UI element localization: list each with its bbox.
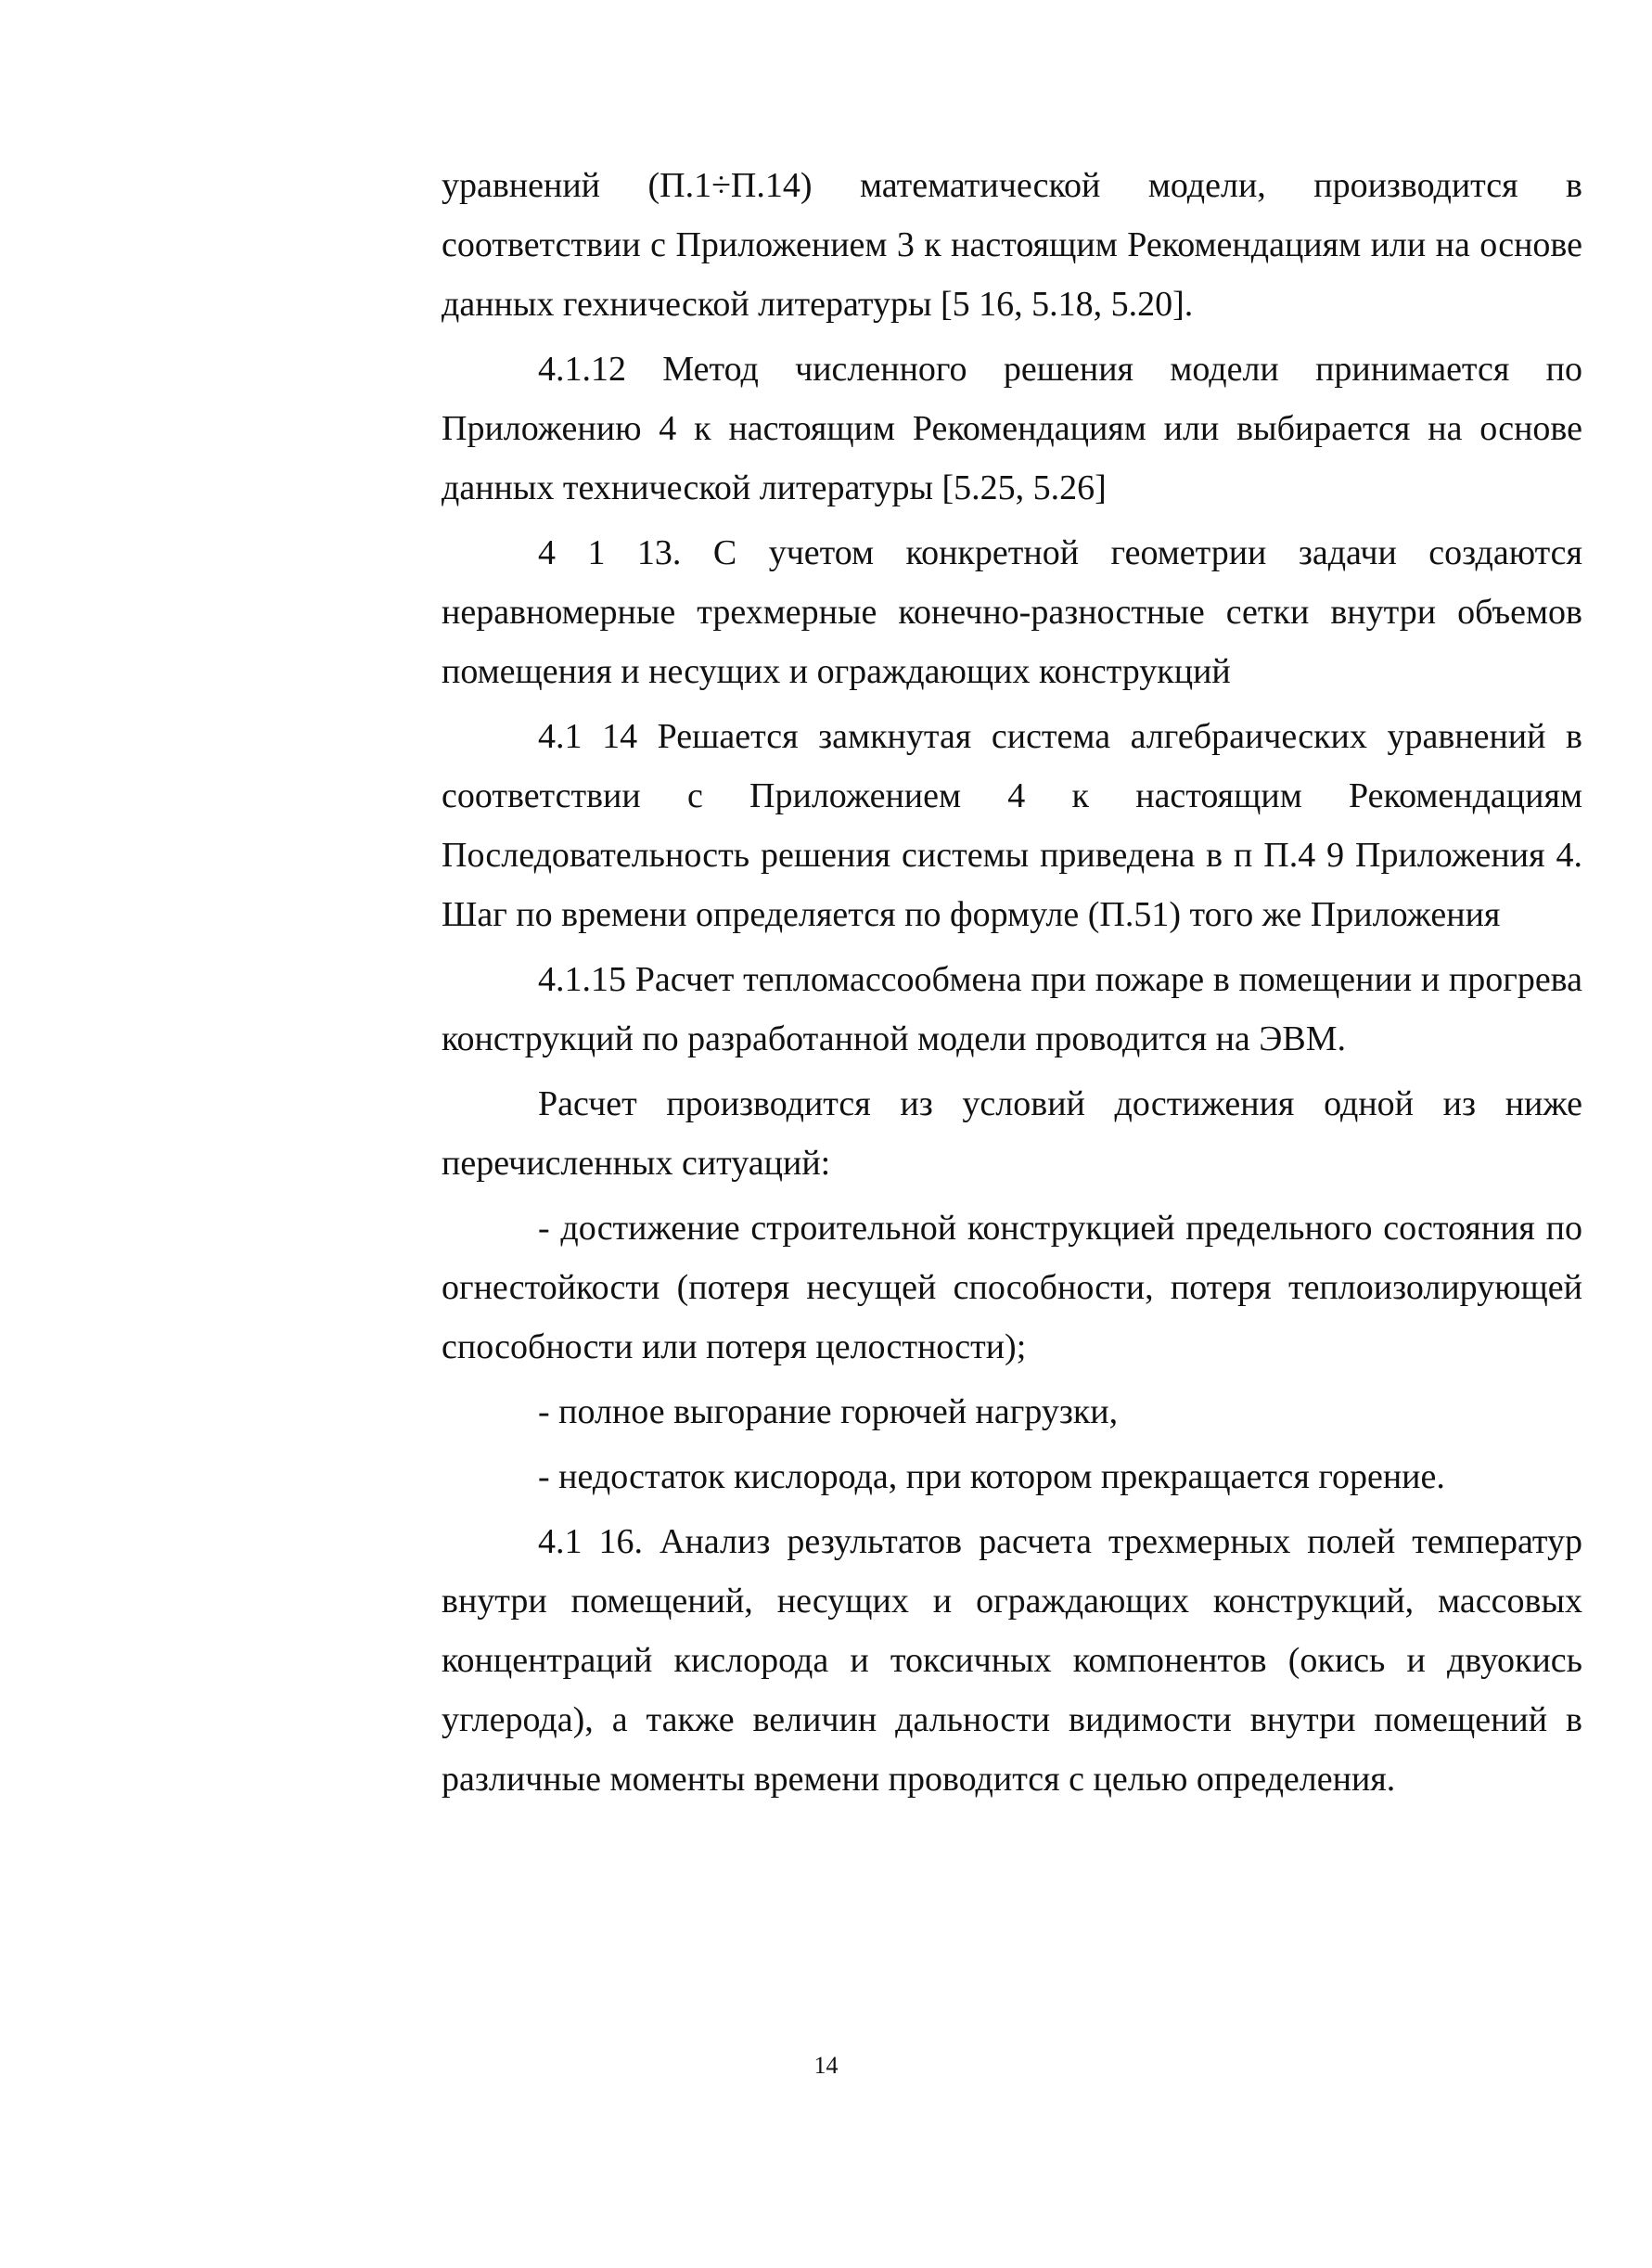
paragraph-4-1-13: 4 1 13. С учетом конкретной геометрии задачи создаются неравномерные трехмерные конечно-разностные сетки внутри объемов помещения и несущих и ограждающих конструкций <box>442 533 1582 691</box>
paragraph-4-1-16: 4.1 16. Анализ результатов расчета трехмерных полей температур внутри помещений, несущих и ограждающих конструкций, массовых концентраций кислорода и токсичных компонентов (окись и двуокись углерода), а также величин дальности видимости внутри помещений в различные моменты времени проводится с целью определения. <box>442 1522 1582 1799</box>
list-item-oxygen: - недостаток кислорода, при котором прекращается горение. <box>538 1457 1445 1496</box>
body-text <box>442 156 1582 1814</box>
page-number: 14 <box>813 2052 839 2079</box>
paragraph-4-1-15: 4.1.15 Расчет тепломассообмена при пожаре в помещении и прогрева конструкций по разработанной модели проводится на ЭВМ. <box>442 960 1582 1058</box>
paragraph-continuation: уравнений (П.1÷П.14) математической модели, производится в соответствии с Приложением 3 к настоящим Рекомендациям или на основе данных гехнической литературы [5 16, 5.18, 5.20]. <box>442 166 1582 324</box>
list-item-burnout: - полное выгорание горючей нагрузки, <box>538 1392 1119 1431</box>
paragraph-4-1-12: 4.1.12 Метод численного решения модели принимается по Приложению 4 к настоящим Рекомендациям или выбирается на основе данных технической литературы [5.25, 5.26] <box>442 350 1582 507</box>
paragraph-calculation-conditions: Расчет производится из условий достижения одной из ниже перечисленных ситуаций: <box>442 1084 1582 1183</box>
paragraph-4-1-14: 4.1 14 Решается замкнутая система алгебраических уравнений в соответствии с Приложением 4 к настоящим Рекомендациям Последовательность решения системы приведена в п П.4 9 Приложения 4. Шаг по времени определяется по формуле (П.51) того же Приложения <box>442 717 1582 934</box>
list-item-fire-resistance: - достижение строительной конструкцией предельного состояния по огнестойкости (потеря несущей способности, потеря теплоизолирующей способности или потеря целостности); <box>442 1209 1582 1366</box>
